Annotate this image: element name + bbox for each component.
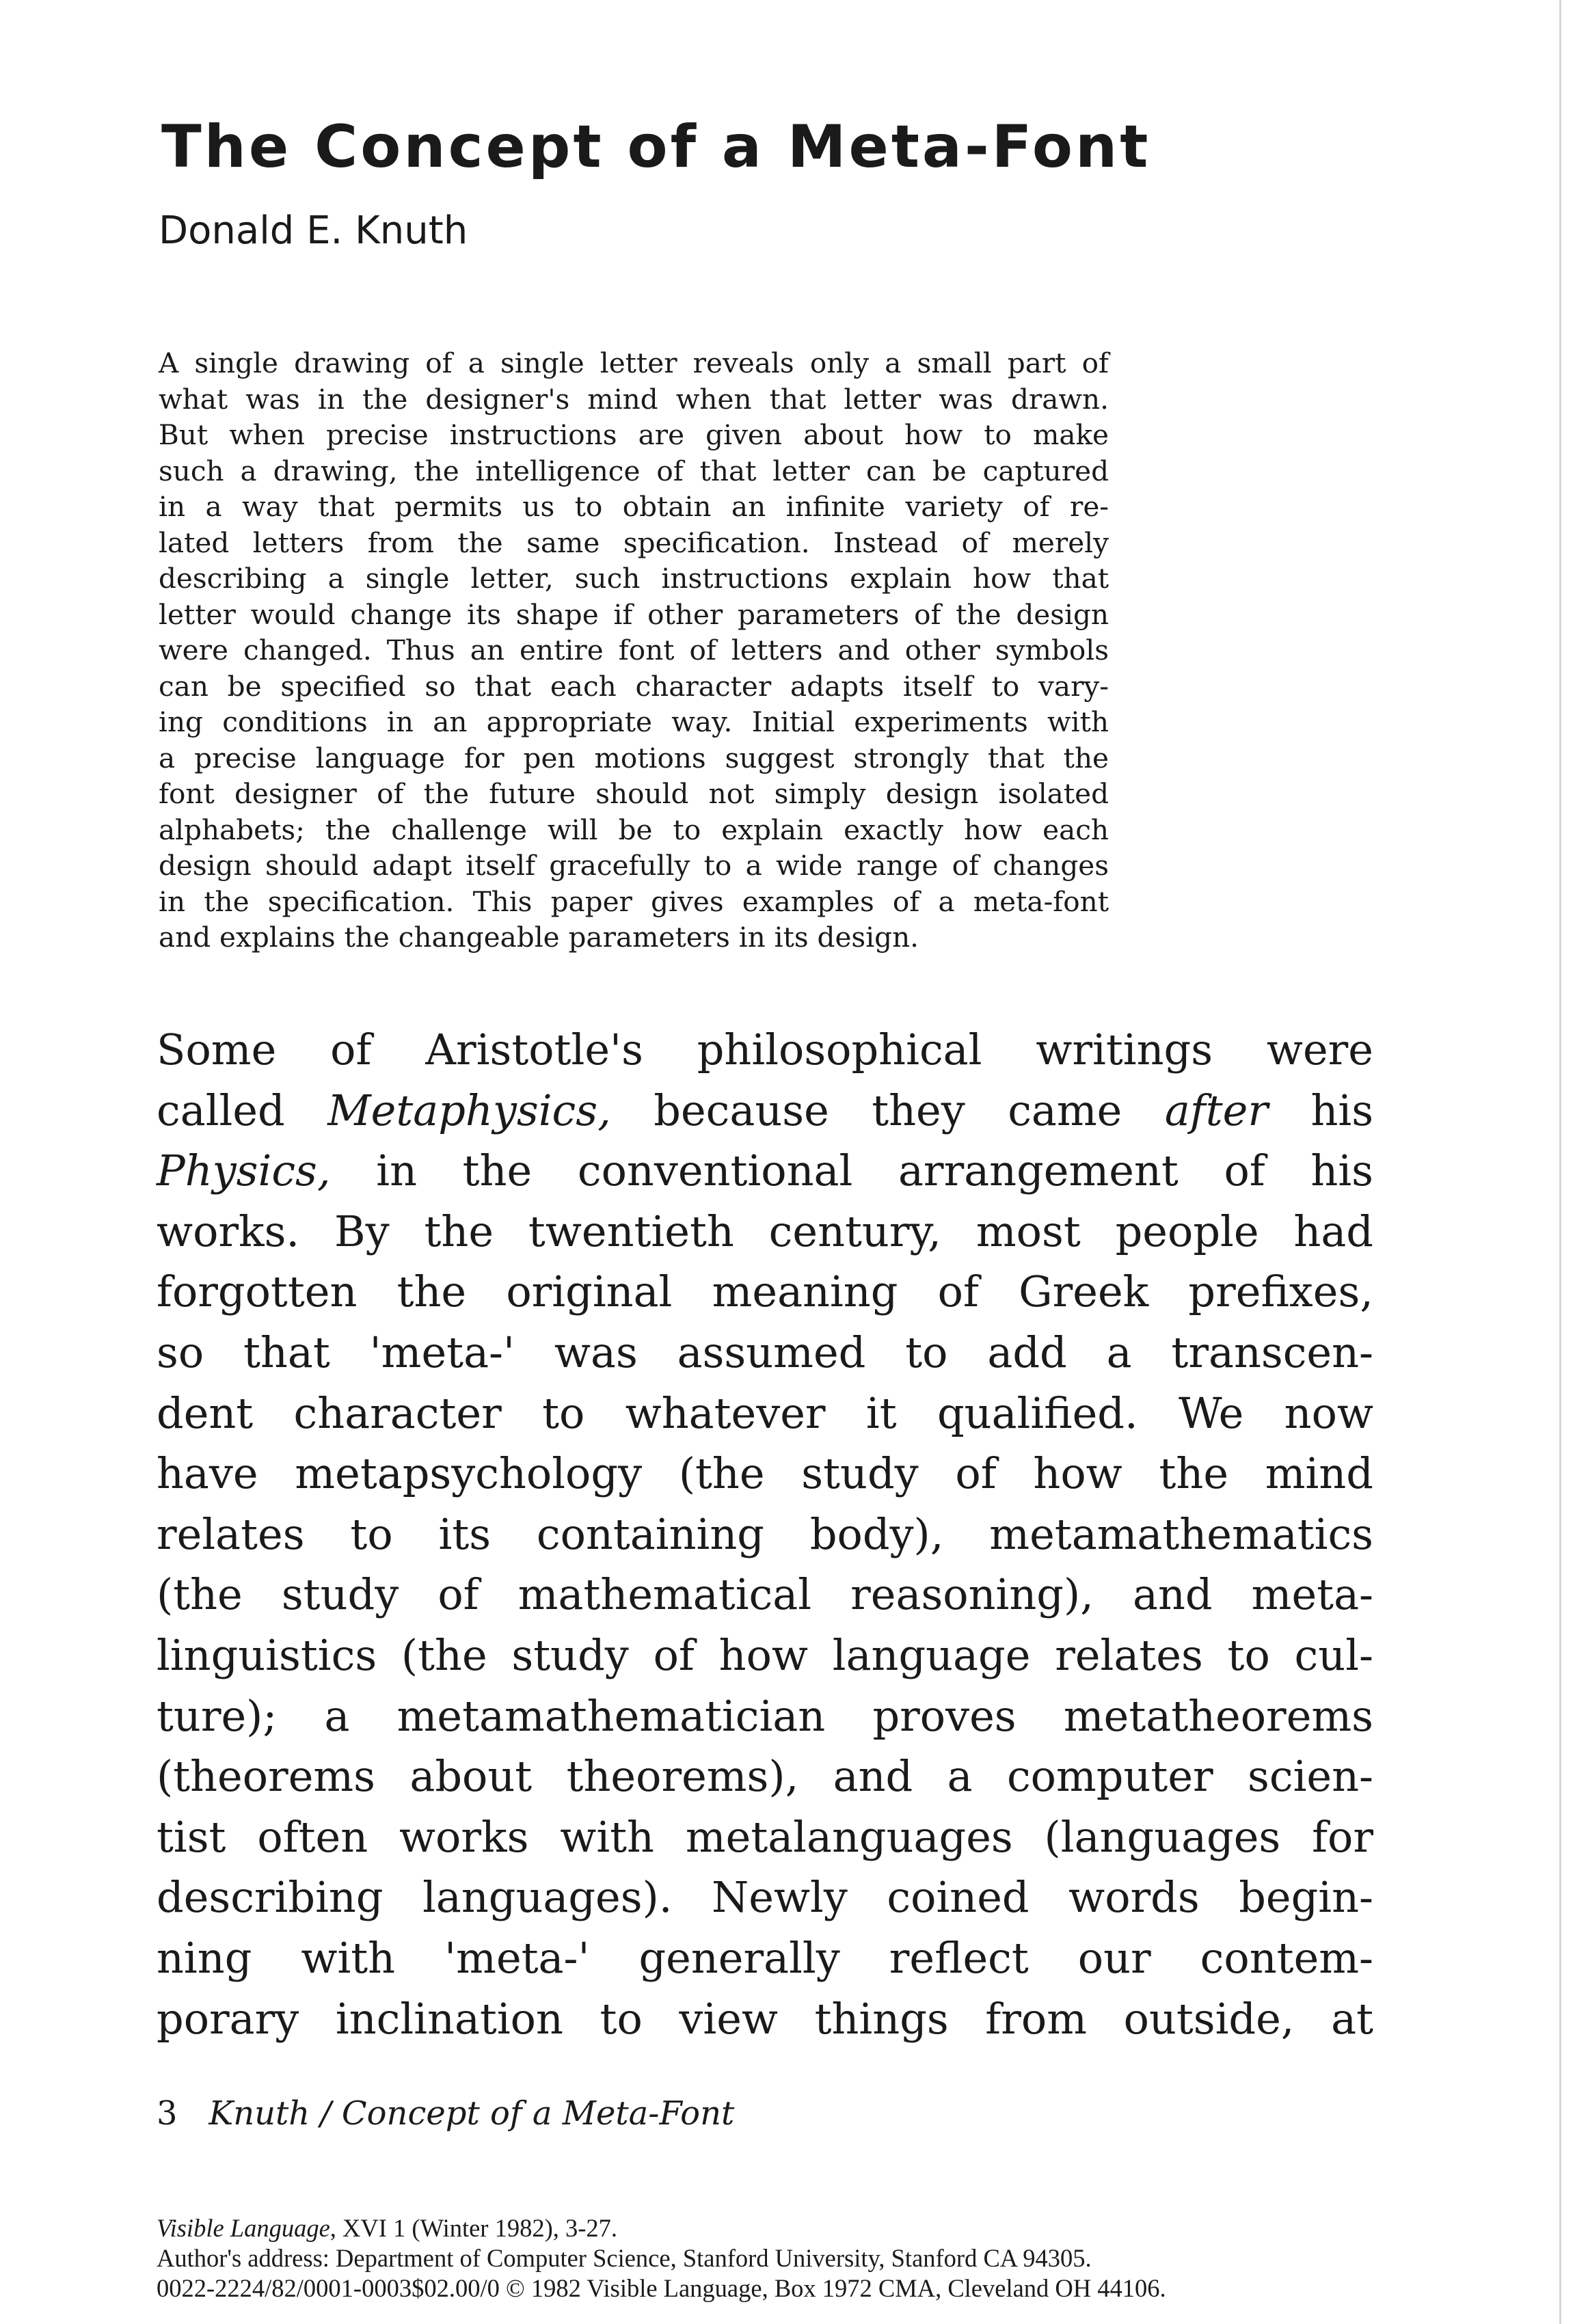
abstract-line: But when precise instructions are given about how to make — [159, 418, 1109, 451]
body-line: tist often works with metalanguages (languages for — [157, 1811, 1373, 1862]
abstract — [159, 345, 1109, 956]
abstract-line: letter would change its shape if other parameters of the design — [159, 597, 1109, 631]
running-title: Knuth / Concept of a Meta-Font — [208, 2094, 735, 2133]
body-fragment: in the conventional arrangement of his — [376, 1146, 1373, 1196]
journal-name: Visible Language — [157, 2214, 330, 2242]
body-fragment: called — [157, 1085, 285, 1135]
body-line: describing languages). Newly coined words begin- — [157, 1872, 1373, 1923]
body-line: Some of Aristotle's philosophical writings were — [157, 1025, 1373, 1075]
journal-issue: , XVI 1 (Winter 1982), 3-27. — [329, 2214, 618, 2242]
abstract-line: a precise language for pen motions suggest strongly that the — [159, 741, 1109, 774]
body-line: relates to its containing body), metamathematics — [157, 1509, 1373, 1559]
body-emphasis: Physics, — [157, 1146, 331, 1196]
body-line: porary inclination to view things from outside, at — [157, 1993, 1373, 2044]
paper-author: Donald E. Knuth — [159, 208, 468, 253]
abstract-line: in the specification. This paper gives examples of a meta-font — [159, 884, 1109, 918]
copyright-line: 0022-2224/82/0001-0003$02.00/0 © 1982 Visible Language, Box 1972 CMA, Cleveland OH 44106. — [157, 2274, 1166, 2302]
body-emphasis: Metaphysics, — [327, 1085, 611, 1135]
body-emphasis: after — [1164, 1085, 1268, 1135]
abstract-line: such a drawing, the intelligence of that letter can be captured — [159, 454, 1109, 487]
abstract-line: were changed. Thus an entire font of letters and other symbols — [159, 634, 1109, 666]
abstract-line: design should adapt itself gracefully to a wide range of changes — [159, 849, 1109, 882]
paper-title: The Concept of a Meta-Font — [161, 113, 1151, 181]
body-text — [157, 1020, 1373, 2049]
page-footer — [157, 2093, 734, 2134]
author-address: Author's address: Department of Computer Science, Stanford University, Stanford CA 94305. — [157, 2244, 1092, 2272]
abstract-line: lated letters from the same specification. Instead of merely — [159, 526, 1109, 559]
body-line: have metapsychology (the study of how the mind — [157, 1448, 1373, 1499]
body-fragment: his — [1310, 1085, 1374, 1135]
abstract-line: in a way that permits us to obtain an infinite variety of re- — [159, 490, 1109, 523]
body-line: (theorems about theorems), and a computer scien- — [157, 1751, 1373, 1802]
body-line: linguistics (the study of how language relates to cul- — [157, 1630, 1373, 1680]
body-line — [157, 1141, 1373, 1202]
body-line: dent character to whatever it qualified. We now — [157, 1388, 1373, 1438]
body-line: (the study of mathematical reasoning), and meta- — [157, 1569, 1373, 1620]
body-line — [157, 1081, 1373, 1141]
abstract-line: alphabets; the challenge will be to explain exactly how each — [159, 813, 1109, 846]
abstract-line: describing a single letter, such instructions explain how that — [159, 562, 1109, 595]
body-line: ning with 'meta-' generally reflect our contem- — [157, 1932, 1373, 1983]
page-number: 3 — [157, 2094, 178, 2133]
abstract-line: ing conditions in an appropriate way. Initial experiments with — [159, 705, 1109, 738]
page-edge-line — [1559, 0, 1561, 2324]
body-fragment: because they came — [654, 1085, 1122, 1135]
abstract-line: A single drawing of a single letter reveals only a small part of — [159, 347, 1109, 379]
citation-line — [157, 2213, 1166, 2243]
body-line: forgotten the original meaning of Greek prefixes, — [157, 1267, 1373, 1317]
abstract-line: font designer of the future should not simply design isolated — [159, 777, 1109, 810]
body-line: works. By the twentieth century, most people had — [157, 1206, 1373, 1256]
body-line: so that 'meta-' was assumed to add a transcen- — [157, 1327, 1373, 1377]
abstract-line: what was in the designer's mind when that letter was drawn. — [159, 382, 1109, 416]
abstract-line: and explains the changeable parameters in its design. — [159, 921, 919, 954]
citation-block — [157, 2213, 1166, 2303]
body-line: ture); a metamathematician proves metatheorems — [157, 1690, 1373, 1741]
abstract-line: can be specified so that each character adapts itself to vary- — [159, 669, 1109, 703]
